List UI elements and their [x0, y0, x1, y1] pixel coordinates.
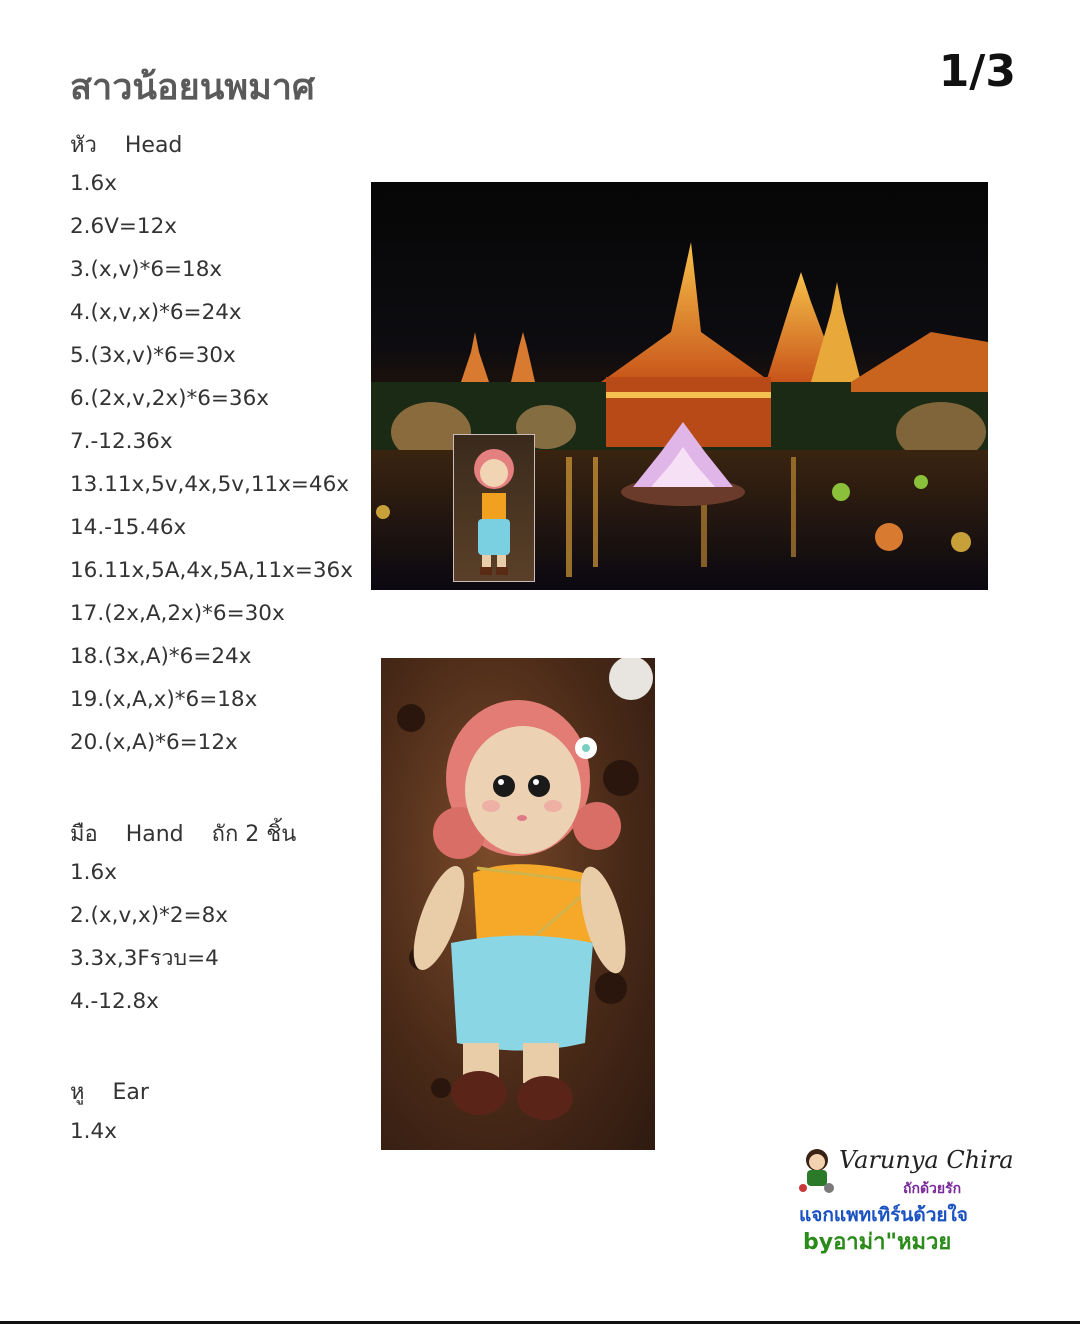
- crochet-doll-photo: [381, 658, 655, 1150]
- hand-row: 1.6x: [70, 860, 117, 885]
- varunya-chira-logo: [795, 1146, 1014, 1256]
- head-row: 7.-12.36x: [70, 429, 173, 454]
- hand-row: 4.-12.8x: [70, 989, 159, 1014]
- head-section-heading: [70, 127, 210, 162]
- knitter-avatar-icon: [795, 1146, 839, 1196]
- logo-tagline: ถักด้วยรัก: [903, 1181, 962, 1197]
- ear-row: 1.4x: [70, 1119, 117, 1144]
- head-rows-list: [70, 162, 353, 764]
- head-row: 16.11x,5A,4x,5A,11x=36x: [70, 558, 353, 583]
- hand-piece-count: ถัก 2 ชิ้น: [211, 822, 297, 847]
- head-row: 4.(x,v,x)*6=24x: [70, 300, 242, 325]
- ear-label-english: Ear: [112, 1080, 149, 1105]
- head-row: 5.(3x,v)*6=30x: [70, 343, 236, 368]
- head-row: 2.6V=12x: [70, 214, 177, 239]
- head-label-thai: หัว: [70, 133, 97, 158]
- logo-line-free-pattern: แจกแพทเทิร์นด้วยใจ: [799, 1204, 968, 1226]
- doll-inset-thumbnail: [453, 434, 535, 582]
- head-row: 17.(2x,A,2x)*6=30x: [70, 601, 285, 626]
- page-title: สาวน้อยนพมาศ: [70, 67, 315, 108]
- ear-section-heading: [70, 1074, 177, 1109]
- doll-illustration: [381, 658, 655, 1150]
- head-row: 1.6x: [70, 171, 117, 196]
- head-row: 3.(x,v)*6=18x: [70, 257, 223, 282]
- ear-label-thai: หู: [70, 1080, 85, 1105]
- page-number: 1/3: [938, 46, 1016, 97]
- head-row: 20.(x,A)*6=12x: [70, 730, 238, 755]
- head-row: 13.11x,5v,4x,5v,11x=46x: [70, 472, 349, 497]
- doll-thumbnail-image: [454, 435, 534, 581]
- temple-night-photo: [371, 182, 988, 590]
- logo-brand-name: Varunya Chira: [839, 1146, 1014, 1174]
- hand-rows-list: [70, 851, 228, 1023]
- hand-row: 3.3x,3Fรวบ=4: [70, 946, 219, 971]
- logo-line-author: byอาม่า"หมวย: [803, 1230, 952, 1255]
- head-row: 18.(3x,A)*6=24x: [70, 644, 252, 669]
- head-row: 14.-15.46x: [70, 515, 187, 540]
- ear-rows-list: [70, 1110, 117, 1153]
- hand-row: 2.(x,v,x)*2=8x: [70, 903, 228, 928]
- head-row: 19.(x,A,x)*6=18x: [70, 687, 258, 712]
- head-row: 6.(2x,v,2x)*6=36x: [70, 386, 270, 411]
- hand-label-thai: มือ: [70, 822, 98, 847]
- hand-label-english: Hand: [125, 822, 184, 847]
- hand-section-heading: [70, 816, 324, 851]
- head-label-english: Head: [124, 133, 183, 158]
